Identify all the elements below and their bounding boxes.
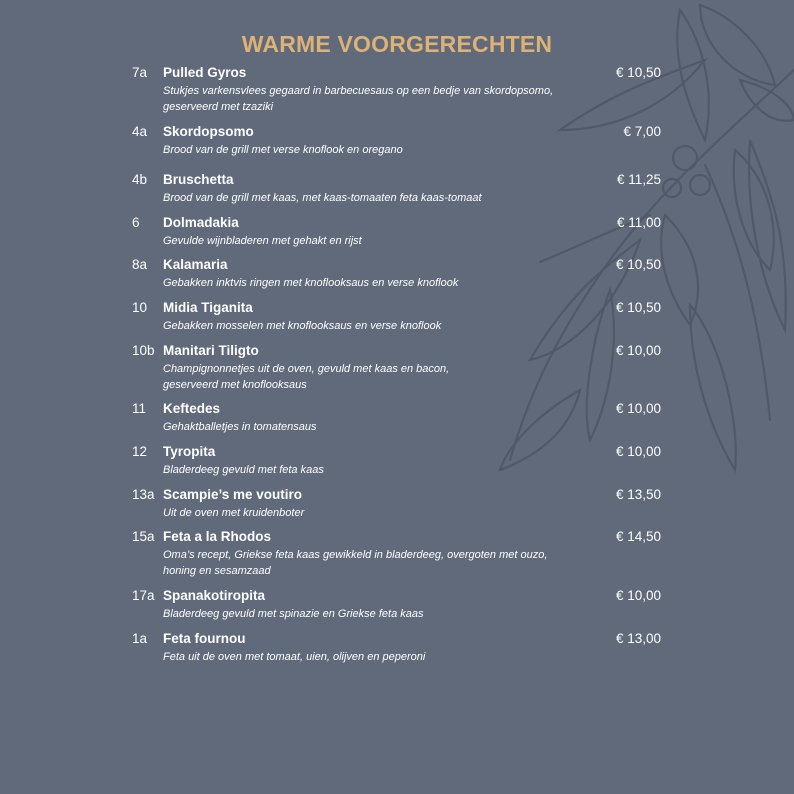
menu-item-name: Pulled Gyros — [163, 65, 247, 80]
menu-item-name: Dolmadakia — [163, 215, 239, 230]
menu-item-code: 8a — [132, 257, 148, 272]
menu-item-description: Stukjes varkensvlees gegaard in barbecuesaus op een bedje van skordopsomo, geserveerd met tzaziki — [163, 85, 554, 113]
menu-item-code: 17a — [132, 588, 155, 603]
menu-item-description: Gebakken mosselen met knoflooksaus en verse knoflook — [163, 320, 442, 332]
menu-item-price: € 11,00 — [616, 215, 661, 230]
menu-item-name: Feta fournou — [163, 631, 246, 646]
menu-item-price: € 13,00 — [615, 631, 661, 646]
menu-item-description: Gehaktballetjes in tomatensaus — [163, 421, 317, 433]
menu-item-price: € 14,50 — [615, 529, 661, 544]
menu-item-description: Brood van de grill met verse knoflook en oregano — [163, 144, 403, 156]
menu-item-price: € 10,50 — [615, 65, 661, 80]
menu-item-description: Bladerdeeg gevuld met feta kaas — [163, 464, 324, 476]
menu-item-code: 13a — [132, 487, 155, 502]
menu-item-name: Kalamaria — [163, 257, 228, 272]
menu-item-description: Brood van de grill met kaas, met kaas-tomaaten feta kaas-tomaat — [163, 192, 482, 204]
menu-item-name: Manitari Tiligto — [163, 343, 259, 358]
menu-item-name: Skordopsomo — [163, 124, 254, 139]
menu-item-price: € 7,00 — [623, 124, 661, 139]
menu-item-code: 4b — [132, 172, 148, 187]
menu-item-price: € 10,50 — [615, 257, 661, 272]
menu-item-code: 10b — [132, 343, 155, 358]
menu-item-description: Bladerdeeg gevuld met spinazie en Griekse feta kaas — [163, 608, 424, 620]
menu-item-description: Feta uit de oven met tomaat, uien, olijven en peperoni — [163, 651, 426, 663]
menu-item-code: 7a — [132, 65, 148, 80]
menu-item-name: Tyropita — [163, 444, 216, 459]
menu-item-code: 11 — [132, 401, 147, 416]
menu-item-code: 4a — [132, 124, 148, 139]
menu-item-description: Champignonnetjes uit de oven, gevuld met kaas en bacon, geserveerd met knoflooksaus — [163, 363, 450, 391]
menu-item-name: Bruschetta — [163, 172, 234, 187]
menu-item-price: € 10,00 — [615, 401, 661, 416]
menu-item-price: € 10,50 — [615, 300, 661, 315]
menu-item-price: € 13,50 — [615, 487, 661, 502]
menu-item-name: Spanakotiropita — [163, 588, 266, 603]
menu-item-name: Feta a la Rhodos — [163, 529, 272, 544]
menu-item-price: € 10,00 — [615, 588, 661, 603]
menu-item-code: 1a — [132, 631, 148, 646]
menu-item-name: Keftedes — [163, 401, 221, 416]
menu-item-code: 12 — [132, 444, 148, 459]
menu-item-name: Scampie’s me voutiro — [163, 487, 303, 502]
menu-item-price: € 11,25 — [616, 172, 661, 187]
page-title: WARME VOORGERECHTEN — [241, 31, 553, 57]
menu-item-description: Gevulde wijnbladeren met gehakt en rijst — [163, 235, 362, 247]
menu-item-description: Gebakken inktvis ringen met knoflooksaus en verse knoflook — [163, 277, 459, 289]
menu-item-description: Oma’s recept, Griekse feta kaas gewikkeld in bladerdeeg, overgoten met ouzo, honing en sesamzaad — [163, 549, 548, 577]
menu-item-code: 6 — [132, 215, 140, 230]
menu-item-description: Uit de oven met kruidenboter — [163, 507, 305, 519]
menu-item-name: Midia Tiganita — [163, 300, 253, 315]
menu-item-code: 10 — [132, 300, 148, 315]
menu-item-price: € 10,00 — [615, 343, 661, 358]
menu-item-code: 15a — [132, 529, 155, 544]
menu-item-price: € 10,00 — [615, 444, 661, 459]
